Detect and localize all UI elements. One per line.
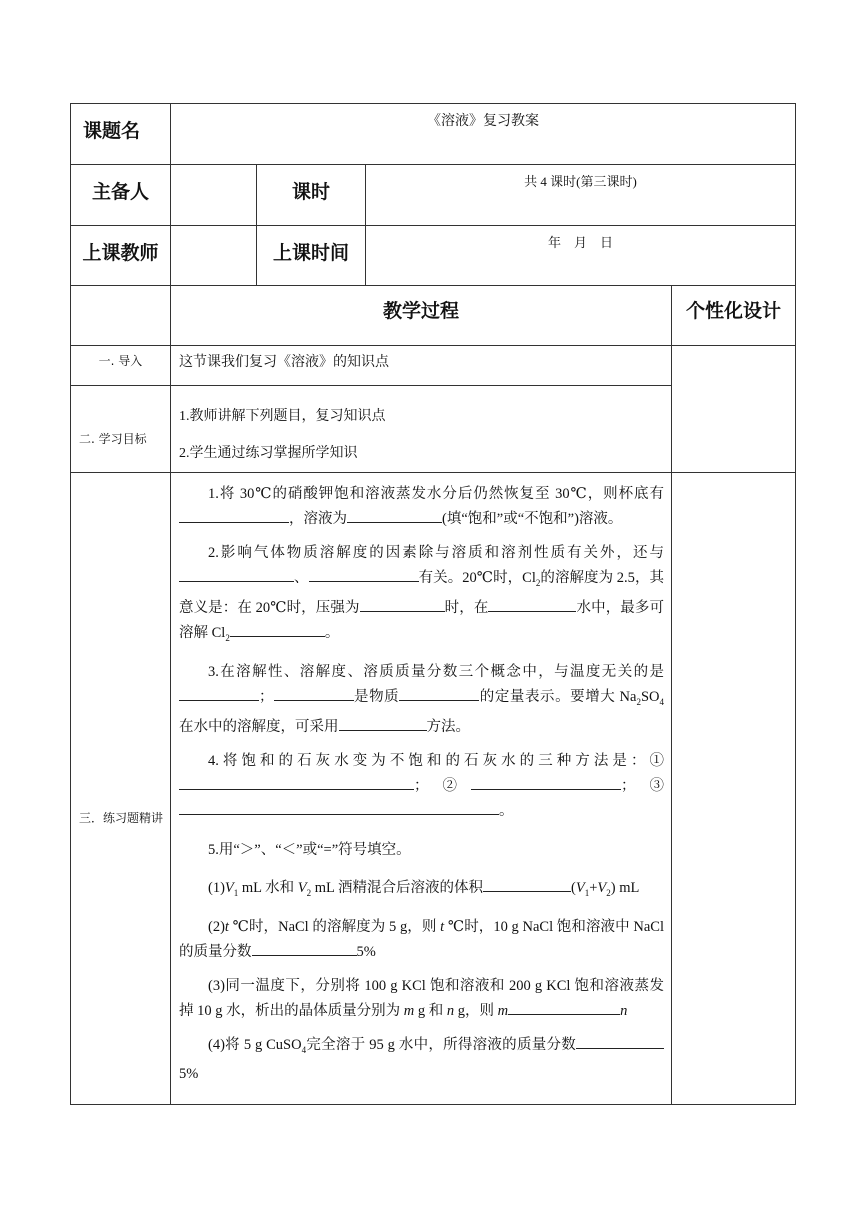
topic-row xyxy=(71,104,796,165)
topic-label: 课题名 xyxy=(71,104,171,165)
answer-blank[interactable] xyxy=(179,566,294,582)
process-header: 教学过程 xyxy=(171,286,672,346)
preparer-label: 主备人 xyxy=(71,165,171,226)
question-3: 3.在溶解性、溶解度、溶质质量分数三个概念中，与温度无关的是； 是物质 的定量表示。要增大 $Na_2SO_4$在水中的溶解度，可采用 方法。 xyxy=(179,663,664,735)
practice-label: 三．练习题精讲 xyxy=(71,473,171,1105)
question-5-3: (3)同一温度下，分别将 100 g KCl 饱和溶液和 200 g KCl 饱和溶液蒸发掉 10 g 水，析出的晶体质量分别为 m g 和 n g，则 m n xyxy=(179,977,664,1019)
question-5-2: (2)t ℃时，NaCl 的溶解度为 5 g，则 t ℃时，10 g NaCl 饱和溶液中 NaCl 的质量分数 5% xyxy=(179,918,665,960)
teacher-value xyxy=(171,226,257,286)
period-label: 课时 xyxy=(257,165,366,226)
intro-label: 一. 导入 xyxy=(71,346,171,386)
answer-blank[interactable] xyxy=(179,774,414,790)
answer-blank[interactable] xyxy=(347,507,442,523)
column-header-blank xyxy=(71,286,171,346)
question-5-1: $(1)V_1$ mL 水和 $V_2$ mL 酒精混合后溶液的体积 $(V_1+V_2)$ mL xyxy=(179,876,664,906)
preparer-row xyxy=(71,165,796,226)
period-value: 共 4 课时(第三课时) xyxy=(366,165,796,226)
answer-blank[interactable] xyxy=(179,685,259,701)
question-5-4: (4)将 5 g CuSO$_4$完全溶于 95 g 水中，所得溶液的质量分数5% xyxy=(179,1033,664,1088)
time-label: 上课时间 xyxy=(257,226,366,286)
answer-blank[interactable] xyxy=(309,566,419,582)
answer-blank[interactable] xyxy=(360,596,445,612)
intro-text: 这节课我们复习《溶液》的知识点 xyxy=(171,346,672,386)
teacher-row xyxy=(71,226,796,286)
preparer-value xyxy=(171,165,257,226)
answer-blank[interactable] xyxy=(399,685,479,701)
intro-row xyxy=(71,346,796,386)
custom-cell-top xyxy=(672,346,796,473)
goal-2: 2.学生通过练习掌握所学知识 xyxy=(179,446,358,461)
goals-cell xyxy=(171,386,672,473)
answer-blank[interactable] xyxy=(179,507,289,523)
answer-blank[interactable] xyxy=(488,596,576,612)
goals-label: 二. 学习目标 xyxy=(71,386,171,473)
column-header-row xyxy=(71,286,796,346)
teacher-label: 上课教师 xyxy=(71,226,171,286)
practice-row xyxy=(71,473,796,1105)
answer-blank[interactable] xyxy=(471,774,621,790)
answer-blank[interactable] xyxy=(508,999,620,1015)
question-5: 5.用“＞”、“＜”或“=”符号填空。 xyxy=(208,841,411,858)
question-1: 1.将 30℃的硝酸钾饱和溶液蒸发水分后仍然恢复至 30℃，则杯底有，溶液为 (填“饱和”或“不饱和”)溶液。 xyxy=(179,482,664,532)
questions-cell xyxy=(171,473,672,1105)
answer-blank[interactable] xyxy=(252,940,357,956)
answer-blank[interactable] xyxy=(483,876,571,892)
answer-blank[interactable] xyxy=(576,1033,664,1049)
time-value: 年 月 日 xyxy=(366,226,796,286)
question-2: 2.影响气体物质溶解度的因素除与溶质和溶剂性质有关外，还与、 有关。20℃时，$Cl_2$的溶解度为 2.5，其意义是：在 20℃时，压强为 时，在 水中，最多可溶解 $Cl_2$ 。 xyxy=(179,545,665,643)
answer-blank[interactable] xyxy=(274,685,354,701)
custom-header: 个性化设计 xyxy=(672,286,796,346)
lesson-plan-table xyxy=(70,103,796,1105)
custom-cell-bottom xyxy=(672,473,796,1105)
answer-blank[interactable] xyxy=(179,799,499,815)
topic-value: 《溶液》复习教案 xyxy=(171,104,796,165)
question-4: 4.将饱和的石灰水变为不饱和的石灰水的三种方法是：①；② ；③。 xyxy=(179,749,664,824)
answer-blank[interactable] xyxy=(339,715,427,731)
answer-blank[interactable] xyxy=(230,621,325,637)
goal-1: 1.教师讲解下列题目，复习知识点 xyxy=(179,409,386,424)
